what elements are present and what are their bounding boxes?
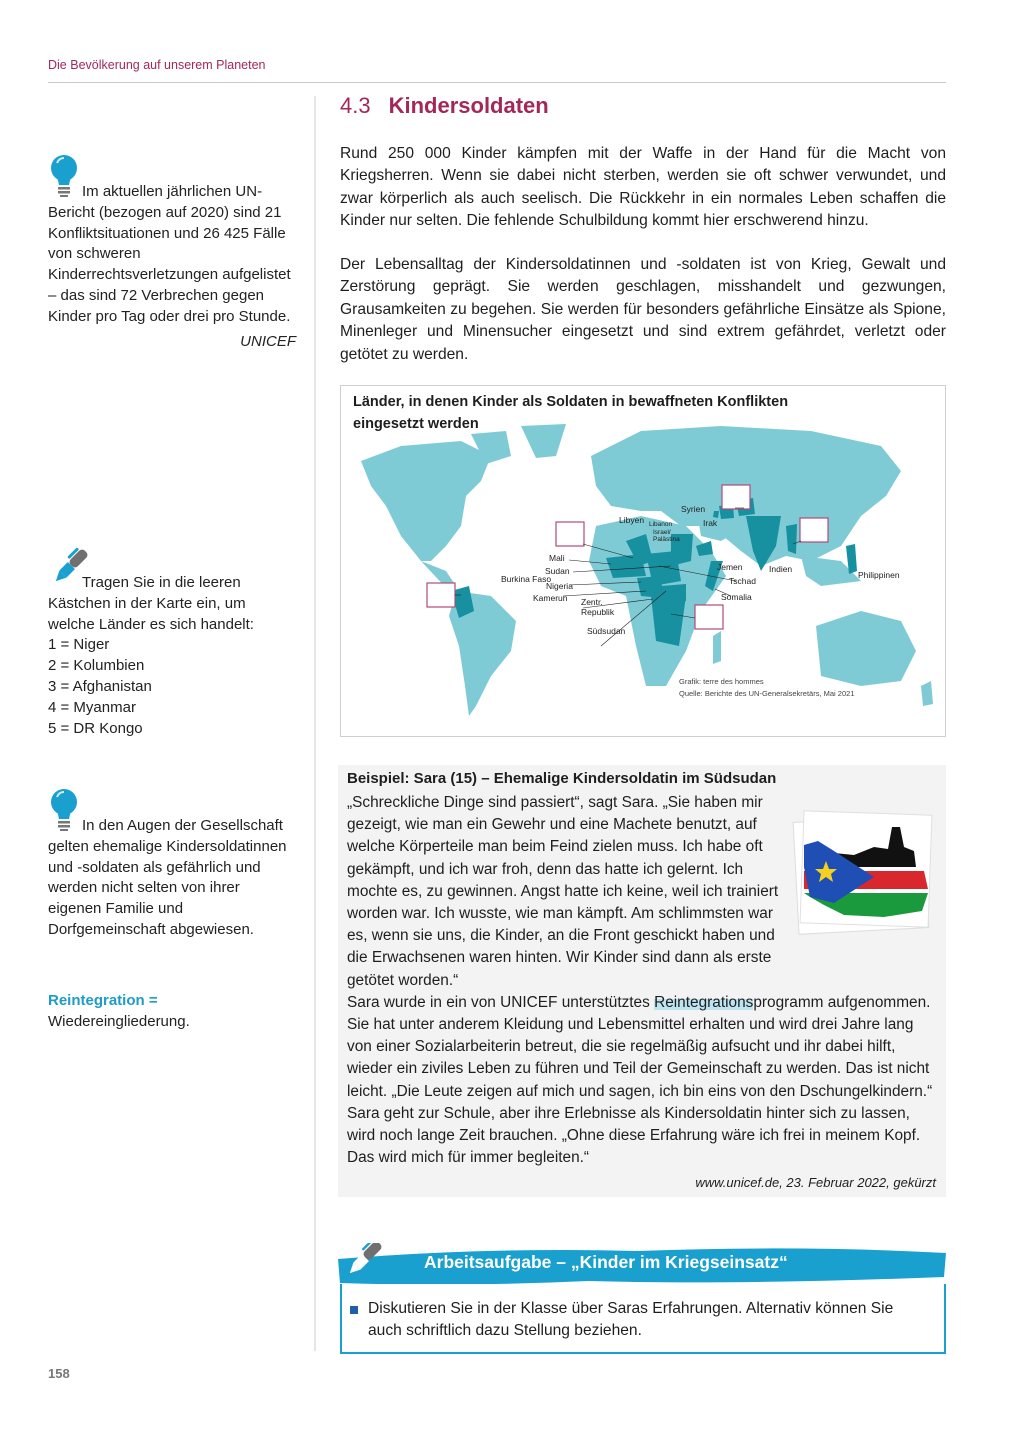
example-title: Beispiel: Sara (15) – Ehemalige Kindersoldatin im Südsudan: [347, 770, 777, 787]
svg-text:Syrien: Syrien: [681, 504, 706, 514]
svg-text:Republik: Republik: [581, 607, 615, 617]
task-title: Arbeitsaufgabe – „Kinder im Kriegseinsatz“: [424, 1252, 788, 1272]
square-bullet-icon: [350, 1306, 358, 1314]
glossary-definition: Wiedereingliederung.: [48, 1012, 190, 1030]
svg-text:Palästina: Palästina: [653, 536, 680, 543]
answer-item: 1 = Niger: [48, 636, 110, 654]
page-title: [340, 93, 549, 119]
map-title: Länder, in denen Kinder als Soldaten in bewaffneten Konflikten eingesetzt werden: [353, 394, 789, 432]
svg-text:Kamerun: Kamerun: [533, 593, 568, 603]
glossary-term: Reintegration =: [48, 992, 158, 1009]
fact-source: UNICEF: [240, 332, 296, 350]
svg-text:Irak: Irak: [703, 518, 718, 528]
svg-text:Libanon: Libanon: [649, 521, 673, 528]
page-number: 158: [48, 1366, 70, 1381]
example-body: [347, 792, 939, 1169]
task-header: [338, 1243, 948, 1287]
svg-text:Quelle: Berichte des UN-Genera: Quelle: Berichte des UN-Generalsekretärs, Mai 2021: [679, 689, 855, 698]
svg-text:Philippinen: Philippinen: [858, 570, 900, 580]
fact-text: Im aktuellen jährlichen UN-Bericht (bezogen auf 2020) sind 21 Konfliktsituationen und 26 425 Fälle von schweren Kinderrechtsverletzungen aufgelistet – das sind 72 Verbrechen gegen Kinder pro Tag oder drei pro Stunde.: [48, 183, 291, 325]
task-box: [340, 1284, 946, 1354]
column-divider: [314, 96, 316, 1351]
running-head: Die Bevölkerung auf unserem Planeten: [48, 58, 266, 72]
svg-text:Sudan: Sudan: [545, 566, 570, 576]
highlighted-term: Reintegrations: [654, 993, 754, 1011]
body-paragraph-1: Rund 250 000 Kinder kämpfen mit der Waffe in der Hand für die Macht von Kriegsherren. Wenn sie dabei nicht sterben, werden sie oft schwer verwundet, und zwar körperlich als auch seelisch. Die Rückkehr in ein normales Leben schaffen die Kinder nur selten. Die fehlende Schulbildung kommt hier erschwerend hinzu.: [340, 145, 946, 230]
answer-box-4: [800, 518, 828, 542]
example-source: www.unicef.de, 23. Februar 2022, gekürzt: [695, 1175, 936, 1190]
sara-quote: „Schreckliche Dinge sind passiert“, sagt Sara. „Sie haben mir gezeigt, wie man ein Gewehr und eine Machete benutzt, auf welche Körperteile man beim Feind zielen muss. Ich habe oft gekämpft, und ich war froh, denn das hatte ich gelernt. Ich mochte es, zu gewinnen. Angst hatte ich keine, weil ich trainiert worden war. Ich wusste, wie man kämpft. Am schlimmsten war es, wenn sie uns, die Kinder, an die Front geschickt haben und die Erwachsenen waren hinten. Wir Kinder sind dann als erste getötet worden.“: [347, 794, 779, 989]
sidebar-map-task: [48, 545, 296, 739]
svg-text:Israel/: Israel/: [653, 529, 671, 536]
answer-box-5: [695, 605, 723, 629]
svg-text:Zentr.: Zentr.: [581, 597, 603, 607]
body-paragraph-2: Der Lebensalltag der Kindersoldatinnen und -soldaten ist von Krieg, Gewalt und Zerstörung geprägt. Sie werden geschlagen, misshandelt und gezwungen, Grausamkeiten zu begehen. Sie werden für besonders gefährliche Einsätze als Spione, Minenleger und Minensucher eingesetzt und sind extrem gefährdet, verletzt oder getötet zu werden.: [340, 256, 946, 363]
section-number: 4.3: [340, 93, 371, 118]
section-title: Kindersoldaten: [388, 93, 549, 118]
sara-continuation: Sara wurde in ein von UNICEF unterstütztes Reintegrationsprogramm aufgenommen. Sie hat unter anderem Kleidung und Lebensmittel erhalten und wird drei Jahre lang von einer Sozialarbeiterin betreut, die sie regelmäßig aufsucht und ihr dabei hilft, wieder ein ziviles Leben zu führen und Teil der Gemeinschaft zu werden. Das ist nicht leicht. „Die Leute zeigen auf mich und sagen, ich bin eins von den Dschungelkindern.“ Sara geht zur Schule, aber ihre Erlebnisse als Kindersoldatin hinter sich zu lassen, wird noch lange Zeit brauchen. „Ohne diese Erfahrung wäre ich frei in meinem Kopf. Das wird mich für immer begleiten.“: [347, 993, 933, 1167]
svg-text:Mali: Mali: [549, 553, 565, 563]
svg-text:Somalia: Somalia: [721, 592, 752, 602]
answer-item: 3 = Afghanistan: [48, 677, 152, 695]
fact-text: In den Augen der Gesellschaft gelten ehemalige Kindersoldatinnen und -soldaten als gefährlich und werden nicht selten von ihrer eigenen Familie und Dorfgemeinschaft abgewiesen.: [48, 817, 287, 938]
answer-box-3: [722, 485, 750, 509]
svg-text:Indien: Indien: [769, 564, 793, 574]
example-box: [338, 765, 946, 1197]
svg-text:Südsudan: Südsudan: [587, 626, 626, 636]
world-map: [341, 386, 947, 738]
task-item: Diskutieren Sie in der Klasse über Saras Erfahrungen. Alternativ können Sie auch schriftlich dazu Stellung beziehen.: [350, 1298, 930, 1343]
svg-text:Grafik: terre des hommes: Grafik: terre des hommes: [679, 677, 764, 686]
svg-text:Libyen: Libyen: [619, 515, 645, 525]
header-divider: [48, 82, 946, 83]
answer-box-1: [556, 522, 584, 546]
svg-text:Jemen: Jemen: [717, 562, 743, 572]
sidebar-fact-2: [48, 788, 296, 941]
svg-text:Tschad: Tschad: [729, 576, 756, 586]
world-map-figure: [340, 385, 946, 737]
sidebar-fact-1: [48, 154, 296, 352]
answer-item: 2 = Kolumbien: [48, 657, 145, 675]
answer-item: 5 = DR Kongo: [48, 719, 143, 737]
answer-item: 4 = Myanmar: [48, 698, 136, 716]
svg-text:Nigeria: Nigeria: [546, 581, 573, 591]
glossary-entry: [48, 991, 296, 1033]
answer-box-2: [427, 583, 455, 607]
svg-text:Burkina Faso: Burkina Faso: [501, 574, 552, 584]
task-instruction: Tragen Sie in die leeren Kästchen in der Karte ein, um welche Länder es sich handelt:: [48, 574, 254, 633]
